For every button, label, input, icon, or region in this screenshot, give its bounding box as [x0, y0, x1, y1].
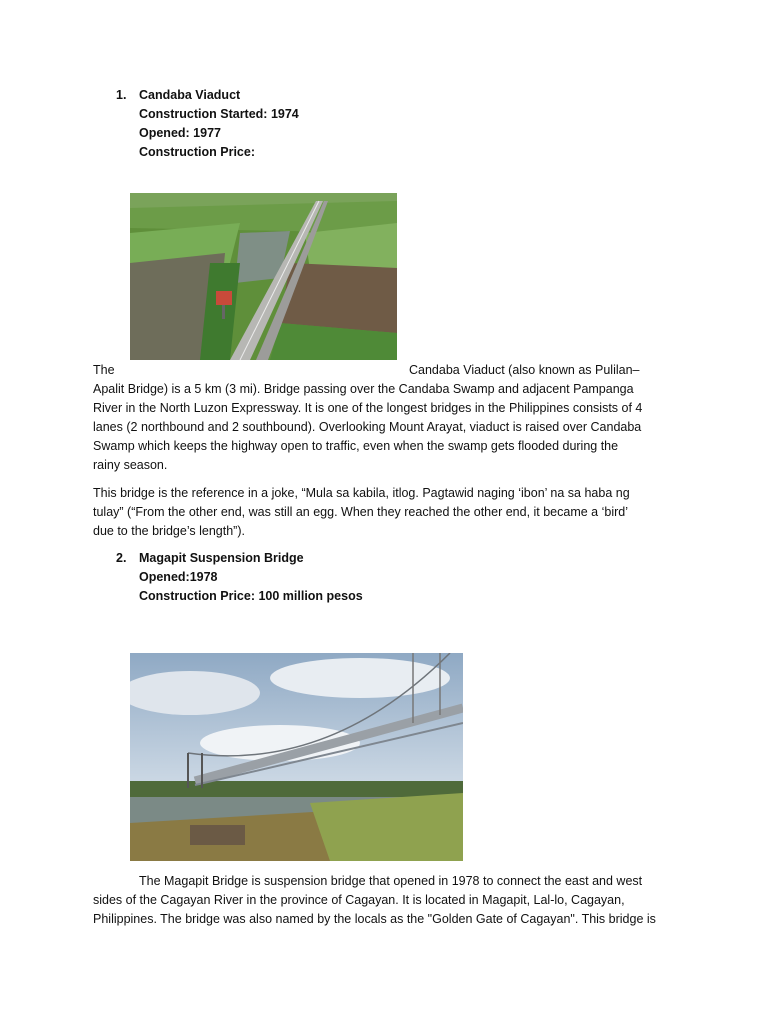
- item-1-title: Candaba Viaduct: [139, 88, 241, 102]
- joke-paragraph-line: tulay” (“From the other end, was still an egg. When they reached the other end, it became a ‘bird’: [93, 505, 628, 519]
- candaba-paragraph-line: River in the North Luzon Expressway. It is one of the longest bridges in the Philippines consists of 4: [93, 401, 643, 415]
- magapit-bridge-photo: [130, 653, 463, 861]
- candaba-paragraph-first-line: Candaba Viaduct (also known as Pulilan–: [409, 363, 640, 377]
- joke-paragraph-line: This bridge is the reference in a joke, “Mula sa kabila, itlog. Pagtawid naging ‘ibon’ na sa haba ng: [93, 486, 630, 500]
- candaba-paragraph-line: Apalit Bridge) is a 5 km (3 mi). Bridge passing over the Candaba Swamp and adjacent Pampanga: [93, 382, 634, 396]
- item-2-detail-price: Construction Price: 100 million pesos: [139, 589, 363, 603]
- magapit-paragraph-line: The Magapit Bridge is suspension bridge that opened in 1978 to connect the east and west: [139, 874, 643, 888]
- candaba-paragraph-line: Swamp which keeps the highway open to traffic, even when the swamp gets flooded during the: [93, 439, 619, 453]
- candaba-paragraph-line: lanes (2 northbound and 2 southbound). Overlooking Mount Arayat, viaduct is raised over Candaba: [93, 420, 642, 434]
- item-2-detail-opened: Opened:1978: [139, 570, 218, 584]
- item-1-number: 1.: [116, 88, 127, 102]
- item-1-detail-opened: Opened: 1977: [139, 126, 221, 140]
- candaba-viaduct-photo: [130, 193, 397, 360]
- item-1-detail-started: Construction Started: 1974: [139, 107, 299, 121]
- magapit-paragraph-line: sides of the Cagayan River in the province of Cagayan. It is located in Magapit, Lal-lo, Cagayan,: [93, 893, 625, 907]
- candaba-paragraph-lead: The: [93, 363, 115, 377]
- magapit-paragraph-line: Philippines. The bridge was also named by the locals as the "Golden Gate of Cagayan". This bridge is: [93, 912, 656, 926]
- candaba-paragraph-line: rainy season.: [93, 458, 168, 472]
- item-1-detail-price: Construction Price:: [139, 145, 255, 159]
- joke-paragraph-line: due to the bridge’s length”).: [93, 524, 245, 538]
- item-2-number: 2.: [116, 551, 127, 565]
- item-2-title: Magapit Suspension Bridge: [139, 551, 304, 565]
